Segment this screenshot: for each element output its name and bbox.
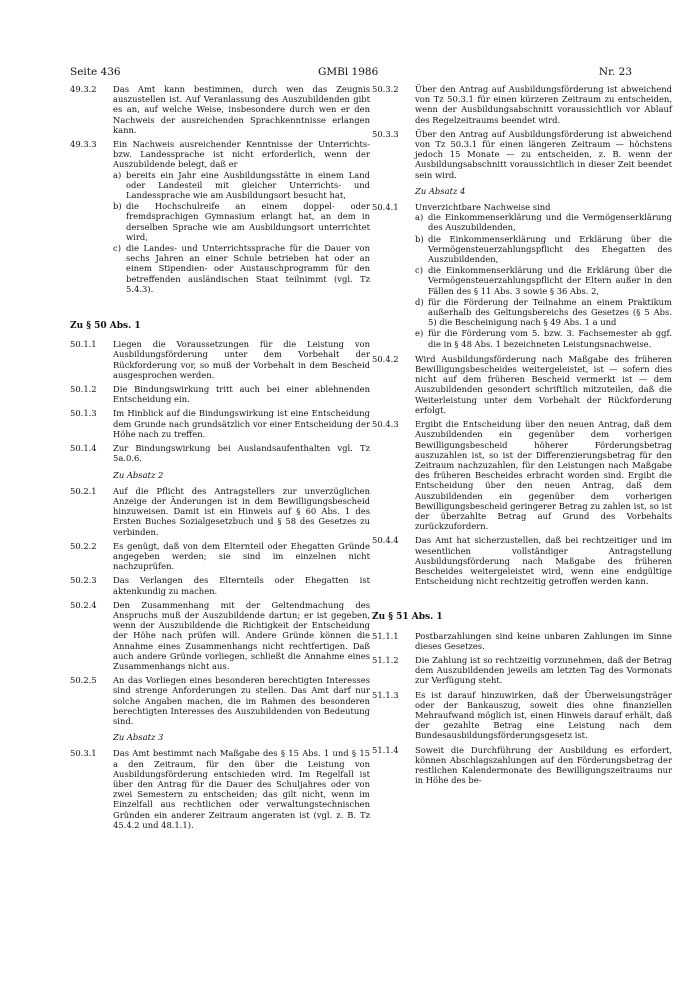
paragraph-number: 49.3.2: [70, 84, 97, 94]
paragraph-number: 50.4.3: [372, 419, 399, 430]
item-label: b): [415, 233, 424, 244]
paragraph-text: Es genügt, daß von dem Elternteil oder Ehegatten Gründe angegeben werden; sie sind im einzelnen nicht nachzuprüfen.: [113, 540, 370, 572]
item-text: die Einkommenserklärung und die Vermögenserklärung des Auszubildenden,: [428, 212, 672, 233]
paragraph-50-4-1: [372, 202, 672, 350]
item-text: die Einkommenserklärung und die Erklärung über die Vermögensteuerzahlungspflicht der Eltern außer in den Fällen des § 11 Abs. 3 sowie § 36 Abs. 2,: [428, 265, 672, 296]
paragraph-number: 51.1.3: [372, 689, 399, 700]
item-text: die Einkommenserklärung und Erklärung über die Vermögensteuerzahlungspflicht des Ehegatten des Auszubildenden,: [428, 233, 672, 265]
paragraph-number: 50.2.2: [70, 540, 97, 551]
paragraph-number: 50.2.3: [70, 575, 97, 586]
paragraph-50-2-1: [70, 486, 370, 537]
item-label: c): [415, 265, 423, 276]
paragraph-50-2-5: [70, 675, 370, 726]
issue-number: Nr. 23: [598, 66, 632, 78]
left-column: [70, 84, 370, 834]
paragraph-number: 50.4.2: [372, 353, 399, 364]
item-label: b): [113, 201, 122, 212]
paragraph-text: Die Bindungswirkung tritt auch bei einer ablehnenden Entscheidung ein.: [113, 384, 370, 405]
paragraph-50-1-3: [70, 408, 370, 439]
paragraph-50-3-1: [70, 748, 370, 830]
paragraph-text: An das Vorliegen eines besonderen berechtigten Interesses sind strenge Anforderungen zu stellen. Das Amt darf nur solche Angaben machen, die im Rahmen des besonderen berechtigten Interesses des Auszubildenden von Bedeutung sind.: [113, 675, 370, 726]
paragraph-text: Es ist darauf hinzuwirken, daß der Überweisungsträger oder der Bankauszug, soweit dies ohne finanziellen Mehraufwand möglich ist, einen Hinweis darauf erhält, daß der gezahlte Betrag eine Leistung nach dem Bundesausbildungsförderungsgesetz ist.: [415, 689, 672, 741]
paragraph-text: Wird Ausbildungsförderung nach Maßgabe des früheren Bewilligungsbescheides weitergeleistet, ist — sofern dies nicht auf dem früheren Bescheid vermerkt ist — dem Auszubildenden gesondert schriftlich mitzuteilen, daß die Weiterleistung unter dem Vorbehalt der Rückforderung erfolgt.: [415, 353, 672, 415]
paragraph-number: 50.1.1: [70, 339, 97, 350]
paragraph-49-3-3: [70, 139, 370, 295]
paragraph-50-2-4: [70, 600, 370, 671]
subsection-heading: Zu Absatz 4: [415, 185, 466, 196]
item-text: die Landes- und Unterrichtssprache für die Dauer von sechs Jahren an einer Schule betrieben hat oder an einem Stipendien- oder Austauschprogramm für den betreffenden ausländischen Staat teilnimmt (vgl. Tz 5.4.3).: [126, 243, 370, 294]
list-item: [415, 265, 672, 296]
paragraph-number: 50.1.2: [70, 384, 97, 395]
paragraph-50-4-2: [372, 354, 672, 415]
paragraph-text: Den Zusammenhang mit der Geltendmachung des Anspruchs muß der Auszubildende dartun; er ist gegeben, wenn der Auszubildende die Richtigkeit der Entscheidung der Höhe nach prüfen will. Andere Gründe können die Annahme eines Zusammenhangs nicht rechtfertigen. Daß auch andere Gründe vorliegen, schließt die Annahme eines Zusammenhangs nicht aus.: [113, 599, 370, 671]
item-text: die Hochschulreife an einem doppel- oder fremdsprachigen Gymnasium erlangt hat, an dem in derselben Sprache wie am Ausbildungsort unterrichtet wird,: [126, 201, 370, 242]
paragraph-number: 51.1.4: [372, 744, 399, 755]
list-item: [113, 201, 370, 242]
paragraph-50-4-3: [372, 419, 672, 531]
paragraph-number: 50.2.4: [70, 599, 97, 610]
journal-title: GMBl 1986: [318, 66, 379, 78]
paragraph-text: Über den Antrag auf Ausbildungsförderung ist abweichend von Tz 50.3.1 für einen kürzeren Zeitraum zu entscheiden, wenn der Ausbildungsabschnitt voraussichtlich vor Ablauf des Regelzeitraums beendet wird.: [415, 84, 672, 125]
paragraph-text: Das Verlangen des Elternteils oder Ehegatten ist aktenkundig zu machen.: [113, 575, 370, 596]
paragraph-51-1-2: [372, 655, 672, 686]
item-list: [113, 170, 370, 294]
paragraph-text: Über den Antrag auf Ausbildungsförderung ist abweichend von Tz 50.3.1 für einen längeren Zeitraum — höchstens jedoch 15 Monate — zu entscheiden, z. B. wenn der Ausbildungsabschnitt voraussichtlich in dieser Zeit beendet sein wird.: [415, 128, 672, 180]
list-item: [113, 243, 370, 294]
item-text: für die Förderung vom 5. bzw. 3. Fachsemester ab ggf. die in § 48 Abs. 1 bezeichneten Leistungsnachweise.: [428, 328, 672, 349]
paragraph-text: Liegen die Voraussetzungen für die Leistung von Ausbildungsförderung unter dem Vorbehalt der Rückforderung vor, so muß der Vorbehalt in dem Bescheid ausgesprochen werden.: [113, 339, 370, 380]
paragraph-text: Das Amt kann bestimmen, durch wen das Zeugnis auszustellen ist. Auf Veranlassung des Auszubildenden gibt es an, auf welche Weise, insbesondere durch wen er den Nachweis der ausreichenden Sprachkenntnisse erlangen kann.: [113, 84, 370, 135]
item-label: e): [415, 328, 424, 339]
paragraph-text: Ein Nachweis ausreichender Kenntnisse der Unterrichts- bzw. Landessprache ist nicht erforderlich, wenn der Auszubildende belegt, daß er: [113, 139, 370, 170]
paragraph-text: Auf die Pflicht des Antragstellers zur unverzüglichen Anzeige der Änderungen ist in dem Bewilligungsbescheid hinzuweisen. Damit ist ein Hinweis auf § 60 Abs. 1 des Ersten Buches Sozialgesetzbuch und § 58 des Gesetzes zu verbinden.: [113, 485, 370, 537]
section-heading: Zu § 50 Abs. 1: [70, 321, 141, 332]
paragraph-text: Zur Bindungswirkung bei Auslandsaufenthalten vgl. Tz 5a.0.6.: [113, 443, 370, 464]
item-label: a): [113, 169, 122, 180]
paragraph-text: Das Amt hat sicherzustellen, daß bei rechtzeitiger und im wesentlichen vollständiger Antragstellung Ausbildungsförderung nach Maßgabe des früheren Bescheides weitergeleistet wird, wenn eine endgültige Entscheidung nicht rechtzeitig getroffen werden kann.: [415, 535, 672, 587]
list-item: [415, 328, 672, 348]
paragraph-number: 50.4.1: [372, 202, 399, 213]
item-list: [415, 212, 672, 349]
paragraph-50-4-4: [372, 535, 672, 586]
paragraph-text: Postbarzahlungen sind keine unbaren Zahlungen im Sinne dieses Gesetzes.: [415, 630, 672, 651]
list-item: [415, 212, 672, 232]
paragraph-50-1-2: [70, 384, 370, 404]
paragraph-text: Die Zahlung ist so rechtzeitig vorzunehmen, daß der Betrag dem Auszubildenden jeweils am letzten Tag des Vormonats zur Verfügung steht.: [415, 654, 672, 686]
paragraph-number: 50.2.5: [70, 675, 97, 686]
paragraph-51-1-4: [372, 745, 672, 786]
paragraph-number: 50.3.3: [372, 128, 399, 139]
paragraph-text: Soweit die Durchführung der Ausbildung es erfordert, können Abschlagszahlungen auf den Förderungsbetrag der restlichen Kalendermonate des Bewilligungszeitraums nur in Höhe des be-: [415, 744, 672, 786]
subsection-heading: Zu Absatz 2: [113, 469, 164, 480]
item-text: bereits ein Jahr eine Ausbildungsstätte in einem Land oder Landesteil mit gleicher Unterrichts- und Landessprache wie am Ausbildungsort besucht hat,: [126, 169, 370, 201]
paragraph-number: 51.1.2: [372, 654, 399, 665]
list-item: [415, 297, 672, 328]
paragraph-50-1-1: [70, 339, 370, 380]
page-number: Seite 436: [70, 66, 121, 78]
paragraph-50-2-3: [70, 575, 370, 595]
item-label: d): [415, 296, 424, 307]
paragraph-text: Ergibt die Entscheidung über den neuen Antrag, daß dem Auszubildenden ein gegenüber dem vorherigen Bewilligungsbescheid höherer Förderungsbetrag auszuzahlen ist, so ist der Differenzierungsbetrag für den Zeitraum nachzuzahlen, für den Leistungen nach Maßgabe des früheren Bescheides erbracht worden sind. Ergibt die Entscheidung über den neuen Antrag, daß dem Auszubildenden ein gegenüber dem vorherigen Bewilligungsbescheid geringerer Betrag zu zahlen ist, so ist der überzahlte Betrag auf Grund des Vorbehalts zurückzufordern.: [415, 419, 672, 532]
paragraph-50-2-2: [70, 541, 370, 572]
paragraph-number: 50.3.1: [70, 748, 97, 759]
item-text: für die Förderung der Teilnahme an einem Praktikum außerhalb des Geltungsbereichs des Gesetzes (§ 5 Abs. 5) die Bescheinigung nach § 49 Abs. 1 a und: [428, 296, 672, 328]
paragraph-number: 50.4.4: [372, 535, 399, 546]
paragraph-number: 50.2.1: [70, 485, 97, 496]
paragraph-51-1-1: [372, 631, 672, 651]
item-label: a): [415, 212, 424, 223]
list-item: [113, 170, 370, 201]
list-item: [415, 234, 672, 265]
paragraph-50-3-3: [372, 129, 672, 180]
paragraph-number: 50.1.3: [70, 408, 97, 419]
paragraph-50-1-4: [70, 443, 370, 463]
paragraph-51-1-3: [372, 690, 672, 741]
section-heading: Zu § 51 Abs. 1: [372, 612, 443, 623]
right-column: [372, 84, 672, 789]
paragraph-50-3-2: [372, 84, 672, 125]
paragraph-text: Das Amt bestimmt nach Maßgabe des § 15 Abs. 1 und § 15 a den Zeitraum, für den über die Leistung von Ausbildungsförderung entschieden wird. Im Regelfall ist über den Antrag für die Dauer des Schuljahres oder von zwei Semestern zu entscheiden; das gilt nicht, wenn im Einzelfall aus rechtlichen oder verwaltungstechnischen Gründen ein anderer Zeitraum angeraten ist (vgl. z. B. Tz 45.4.2 und 48.1.1).: [113, 748, 370, 830]
paragraph-number: 50.3.2: [372, 84, 399, 94]
paragraph-number: 51.1.1: [372, 630, 399, 641]
subsection-heading: Zu Absatz 3: [113, 732, 164, 743]
item-label: c): [113, 243, 121, 254]
paragraph-number: 50.1.4: [70, 443, 97, 454]
paragraph-49-3-2: [70, 84, 370, 135]
paragraph-number: 49.3.3: [70, 139, 97, 150]
paragraph-text: Im Hinblick auf die Bindungswirkung ist eine Entscheidung dem Grunde nach grundsätzlich vor einer Entscheidung der Höhe nach zu treffen.: [113, 408, 370, 439]
paragraph-text: Unverzichtbare Nachweise sind: [415, 202, 551, 213]
